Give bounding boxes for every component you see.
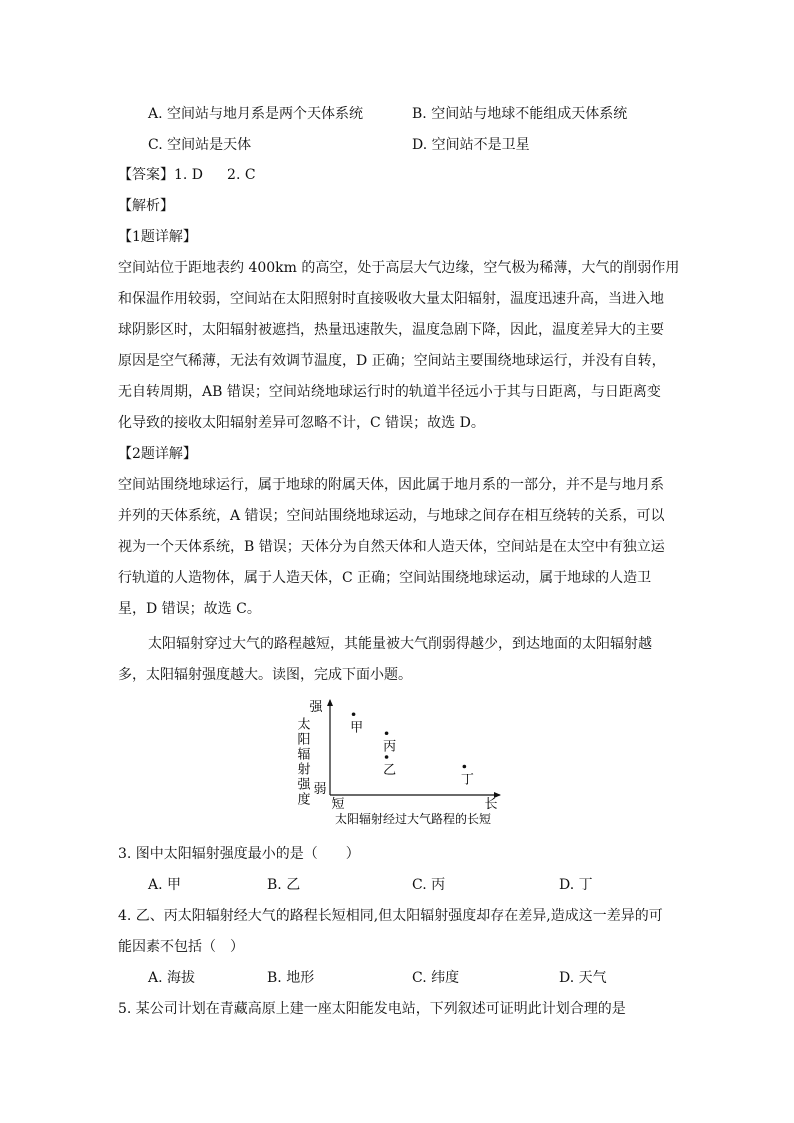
- q4-option-a: A. 海拔: [148, 970, 196, 986]
- analysis-title: 【解析】: [118, 198, 174, 214]
- q1-text-line: 和保温作用较弱，空间站在太阳照射时直接吸收大量太阳辐射，温度迅速升高，当进入地: [118, 291, 664, 307]
- q1-text-line: 球阴影区时，太阳辐射被遮挡，热量迅速散失，温度急剧下降，因此，温度差异大的主要: [118, 322, 664, 338]
- q2-text-line: 星，D 错误；故选 C。: [118, 601, 261, 617]
- q1-title: 【1题详解】: [118, 229, 197, 245]
- q3-option-b: B. 乙: [267, 877, 301, 893]
- q4-stem: 4. 乙、丙太阳辐射经大气的路程长短相同,但太阳辐射强度却存在差异,造成这一差异的可: [118, 908, 663, 924]
- answer-label: 【答案】: [118, 167, 174, 183]
- q1-text-line: 化导致的接收太阳辐射差异可忽略不计，C 错误；故选 D。: [118, 415, 485, 431]
- q1-text-line: 原因是空气稀薄，无法有效调节温度，D 正确；空间站主要围绕地球运行，并没有自转，: [118, 353, 666, 369]
- intro-line: 多，太阳辐射强度越大。读图，完成下面小题。: [118, 667, 412, 683]
- answer-line: [118, 164, 256, 184]
- q3-option-c: C. 丙: [412, 877, 446, 893]
- y-low-label: 弱: [313, 782, 327, 797]
- data-point-label: 甲: [350, 720, 364, 736]
- data-point: [352, 712, 356, 716]
- q4-option-c: C. 纬度: [412, 970, 460, 986]
- data-points: [350, 712, 474, 787]
- q2-text-line: 行轨道的人造物体，属于人造天体，C 正确；空间站围绕地球运动，属于地球的人造卫: [118, 570, 652, 586]
- option-d: D. 空间站不是卫星: [412, 137, 530, 153]
- answer-2: 2. C: [227, 167, 256, 183]
- answer-1: 1. D: [174, 167, 204, 183]
- data-point-label: 乙: [383, 763, 397, 778]
- option-c: C. 空间站是天体: [148, 137, 252, 153]
- q4-option-b: B. 地形: [267, 970, 315, 986]
- q1-text-line: 空间站位于距地表约 400km 的高空，处于高层大气边缘，空气极为稀薄，大气的削弱作用: [118, 260, 680, 276]
- x-low-label: 短: [331, 797, 345, 812]
- data-point-label: 丁: [460, 772, 474, 788]
- q5-stem: 5. 某公司计划在青藏高原上建一座太阳能发电站，下列叙述可证明此计划合理的是: [118, 1001, 626, 1017]
- q2-title: 【2题详解】: [118, 446, 197, 462]
- data-point: [463, 765, 467, 769]
- q1-text-line: 无自转周期，AB 错误；空间站绕地球运行时的轨道半径远小于其与日距离，与日距离变: [118, 384, 661, 400]
- y-high-label: 强: [309, 700, 323, 715]
- q4-stem-cont: 能因素不包括（ ）: [118, 939, 244, 955]
- option-a: A. 空间站与地月系是两个天体系统: [148, 106, 364, 122]
- data-point: [385, 731, 389, 735]
- option-b: B. 空间站与地球不能组成天体系统: [412, 106, 628, 122]
- q4-option-d: D. 天气: [559, 970, 607, 986]
- q3-stem: 3. 图中太阳辐射强度最小的是（ ）: [118, 846, 360, 862]
- q2-text-line: 并列的天体系统，A 错误；空间站围绕地球运动，与地球之间存在相互绕转的关系，可以: [118, 508, 665, 524]
- x-axis-label: 太阳辐射经过大气路程的长短: [334, 812, 492, 826]
- y-axis-label: 太阳辐射强度: [294, 717, 310, 807]
- data-point-label: 丙: [383, 739, 397, 755]
- data-point: [385, 755, 389, 759]
- q3-option-d: D. 丁: [559, 877, 593, 893]
- q2-text-line: 空间站围绕地球运行，属于地球的附属天体，因此属于地月系的一部分，并不是与地月系: [118, 477, 664, 493]
- radiation-chart: [280, 695, 510, 830]
- q3-option-a: A. 甲: [148, 877, 182, 893]
- intro-line: 太阳辐射穿过大气的路程越短，其能量被大气削弱得越少，到达地面的太阳辐射越: [148, 636, 652, 652]
- q2-text-line: 视为一个天体系统，B 错误；天体分为自然天体和人造天体，空间站是在太空中有独立运: [118, 539, 665, 555]
- x-high-label: 长: [484, 797, 498, 812]
